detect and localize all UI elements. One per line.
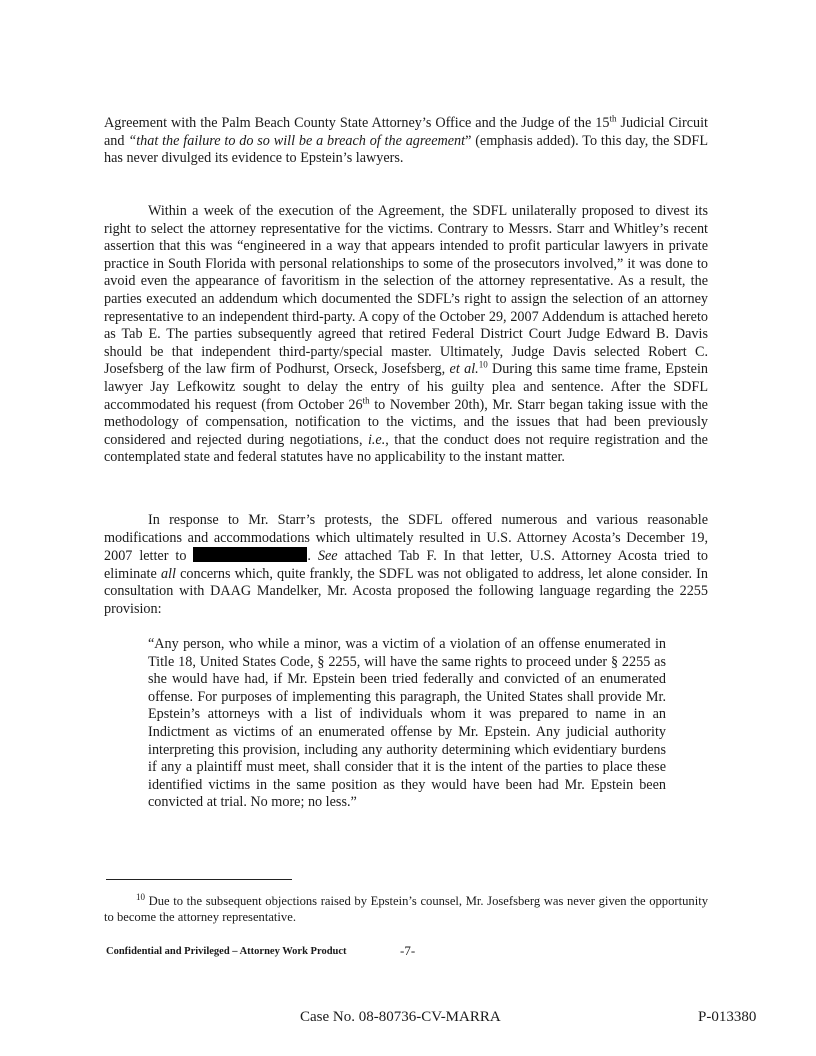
block-quote: “Any person, who while a minor, was a victim of a violation of an offense enumerated in Title 18, United States Code, § 2255, will have the same rights to proceed under § 2255 as she would have had, if Mr. Epstein been tried federally and convicted of an enumerated offense. For purposes of implementing this paragraph, the United States shall provide Mr. Epstein’s attorneys with a list of individuals whom it was prepared to name in an Indictment as victims of an enumerated offense by Mr. Epstein. Any judicial authority interpreting this provision, including any authority determining which evidentiary burdens if any a plaintiff must meet, shall consider that it is the intent of the parties to place these identified victims in the same position as they would have been had Mr. Epstein been convicted at trial. No more; no less.” xyxy=(148,636,666,811)
page-number: -7- xyxy=(400,943,416,958)
redaction-block xyxy=(193,547,307,562)
case-number: Case No. 08-80736-CV-MARRA xyxy=(300,1009,501,1025)
paragraph-1: Agreement with the Palm Beach County State Attorney’s Office and the Judge of the 15th Judicial Circuit and “that the failure to do so will be a breach of the agreement” (emphasis added). To this day, the SDFL has never divulged its evidence to Epstein’s lawyers. xyxy=(104,113,708,167)
footnote-10: $^{10}$ Due to the subsequent objections raised by Epstein’s counsel, Mr. Josefsberg was never given the opportunity to become the attorney representative. xyxy=(104,891,708,924)
paragraph-2: Within a week of the execution of the Agreement, the SDFL unilaterally proposed to divest its right to select the attorney representative for the victims. Contrary to Messrs. Starr and Whitley’s recent assertion that this was “engineered in a way that appears intended to profit particular lawyers in private practice in South Florida with personal relationships to some of the prosecutors involved,” it was done to avoid even the appearance of favoritism in the selection of the attorney representative. As a result, the parties executed an addendum which documented the SDFL’s right to assign the selection of an attorney representative to an independent third-party. A copy of the October 29, 2007 Addendum is attached hereto as Tab E. The parties subsequently agreed that retired Federal District Court Judge Edward B. Davis should be that independent third-party/special master. Ultimately, Judge Davis selected Robert C. Josefsberg of the law firm of Podhurst, Orseck, Josefsberg, et al.$^{10}$ During this same time frame, Epstein lawyer Jay Lefkowitz sought to delay the entry of his guilty plea and sentence. After the SDFL accommodated his request (from October 26th to November 20th), Mr. Starr began taking issue with the methodology of compensation, notification to the victims, and the issues that had been previously considered and rejected during negotiations, i.e., that the conduct does not require registration and the contemplated state and federal statutes have no applicability to the instant matter. xyxy=(104,203,708,466)
footnote-divider xyxy=(106,879,292,880)
bates-number: P-013380 xyxy=(698,1009,757,1025)
footnote-ref-10: 10 xyxy=(478,359,488,370)
confidential-label: Confidential and Privileged – Attorney Work Product xyxy=(106,946,347,957)
paragraph-3: In response to Mr. Starr’s protests, the SDFL offered numerous and various reasonable modifications and accommodations which ultimately resulted in U.S. Attorney Acosta’s December 19, 2007 letter to . See attached Tab F. In that letter, U.S. Attorney Acosta tried to eliminate all concerns which, quite frankly, the SDFL was not obligated to address, let alone consider. In consultation with DAAG Mandelker, Mr. Acosta proposed the following language regarding the 2255 provision: xyxy=(104,512,709,617)
